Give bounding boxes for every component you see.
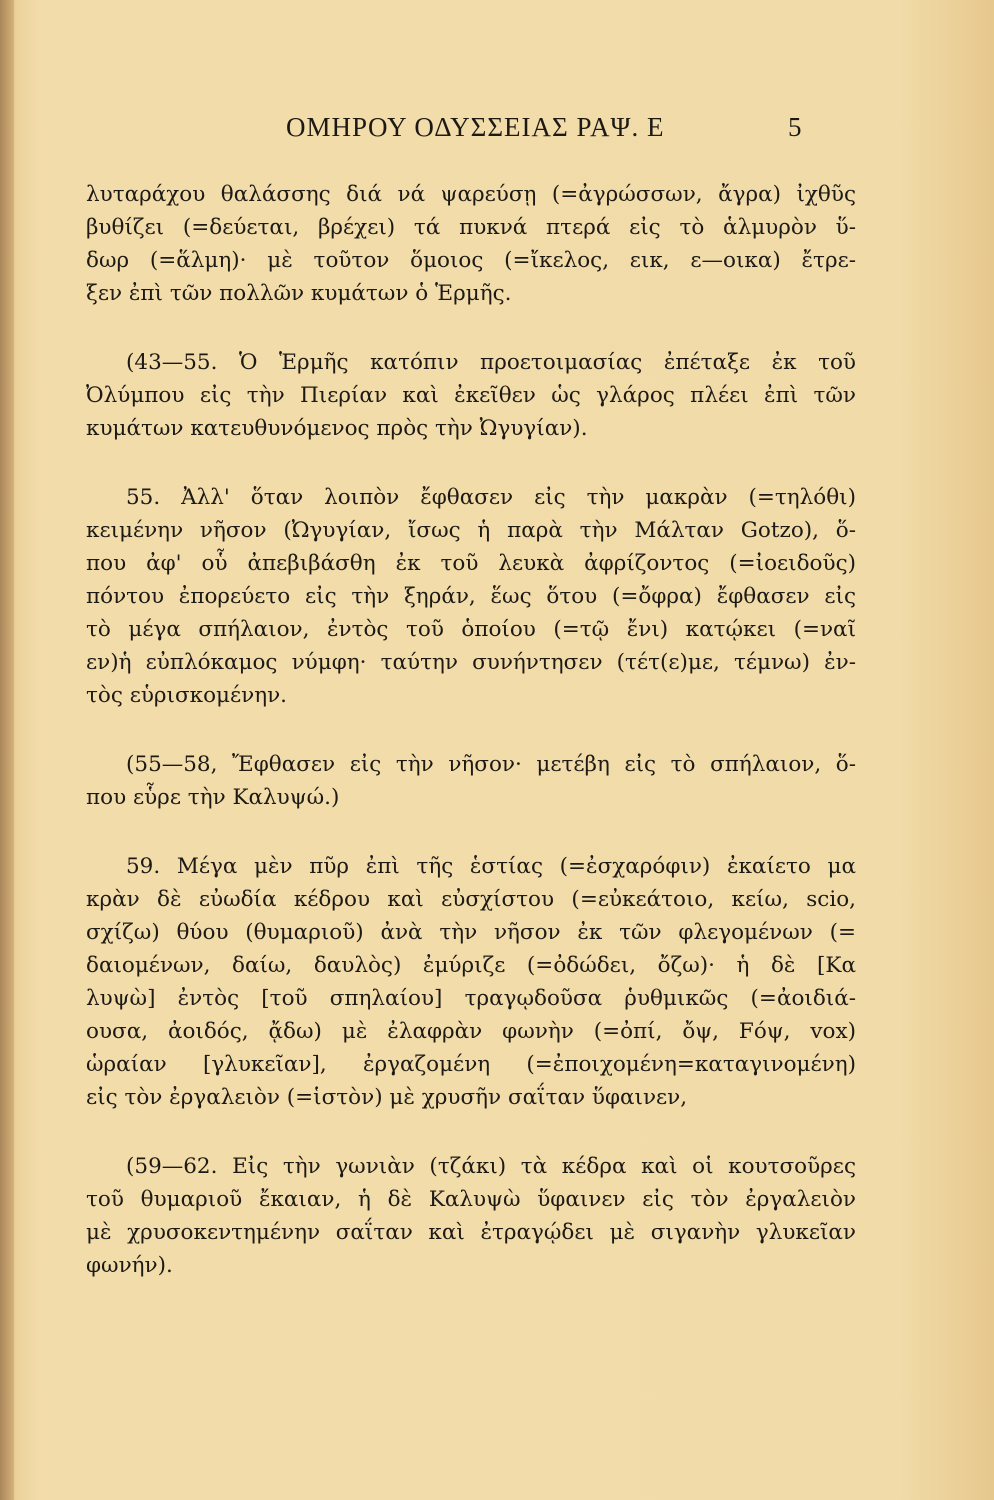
paragraph — [86, 346, 856, 445]
page-number: 5 — [788, 112, 802, 142]
text-line: εἰς τὸν ἐργαλειὸν (=ἱστὸν) μὲ χρυσῆν σαΐταν ὕφαινεν, — [86, 1085, 688, 1110]
text-line: (43—55. Ὁ Ἑρμῆς κατόπιν προετοιμασίας ἐπέταξε ἐκ τοῦ — [126, 350, 856, 375]
text-line: 59. Μέγα μὲν πῦρ ἐπὶ τῆς ἑστίας (=ἐσχαρόφιν) ἐκαίετο μα — [126, 854, 856, 879]
text-line: λυταράχου θαλάσσης διά νά ψαρεύσῃ (=ἀγρώσσων, ἄγρα) ἰχθῦς — [86, 182, 856, 207]
text-line: που εὗρε τὴν Καλυψώ.) — [86, 785, 340, 810]
text-line: τοῦ θυμαριοῦ ἔκαιαν, ἡ δὲ Καλυψὼ ὕφαινεν εἰς τὸν ἐργαλειὸν — [86, 1187, 856, 1212]
paragraph — [86, 1150, 856, 1282]
text-line: (55—58, Ἔφθασεν εἰς τὴν νῆσον· μετέβη εἰς τὸ σπήλαιον, ὅ- — [126, 752, 856, 777]
text-line: πόντου ἐπορεύετο εἰς τὴν ξηράν, ἕως ὅτου (=ὄφρα) ἔφθασεν εἰς — [86, 584, 856, 609]
text-line: κυμάτων κατευθυνόμενος πρὸς τὴν Ὠγυγίαν). — [86, 416, 588, 441]
text-line: σχίζω) θύου (θυμαριοῦ) ἀνὰ τὴν νῆσον ἐκ τῶν φλεγομένων (= — [86, 920, 856, 945]
text-line: βυθίζει (=δεύεται, βρέχει) τά πυκνά πτερά εἰς τὸ ἁλμυρὸν ὕ- — [86, 215, 856, 240]
text-line: ὡραίαν [γλυκεῖαν], ἐργαζομένη (=ἐποιχομένη=καταγινομένη) — [86, 1052, 856, 1077]
text-line: τὸς εὑρισκομένην. — [86, 683, 288, 708]
text-line: ουσα, ἀοιδός, ᾄδω) μὲ ἐλαφρὰν φωνὴν (=ὀπί, ὄψ, Fόψ, vox) — [86, 1019, 856, 1044]
text-line: που ἀφ' οὗ ἀπεβιβάσθη ἐκ τοῦ λευκὰ ἀφρίζοντος (=ἰοειδοῦς) — [86, 551, 856, 576]
paragraph — [86, 178, 856, 310]
text-line: μὲ χρυσοκεντημένην σαΐταν καὶ ἐτραγῴδει μὲ σιγανὴν γλυκεῖαν — [86, 1220, 856, 1245]
text-body — [86, 178, 856, 1282]
text-line: δωρ (=ἅλμη)· μὲ τοῦτον ὅμοιος (=ἴκελος, εικ, ε—οικα) ἔτρε- — [86, 248, 856, 273]
text-line: δαιομένων, δαίω, δαυλὸς) ἐμύριζε (=ὀδώδει, ὄζω)· ἡ δὲ [Κα — [86, 953, 856, 978]
paragraph — [86, 748, 856, 814]
text-line: Ὀλύμπου εἰς τὴν Πιερίαν καὶ ἐκεῖθεν ὡς γλάρος πλέει ἐπὶ τῶν — [86, 383, 856, 408]
header-title: ΟΜΗΡΟΥ ΟΔΥΣΣΕΙΑΣ ΡΑΨ. Ε — [286, 112, 665, 142]
running-header — [0, 112, 994, 162]
text-line: εν)ἡ εὐπλόκαμος νύμφη· ταύτην συνήντησεν (τέτ(ε)με, τέμνω) ἐν- — [86, 650, 856, 675]
binding-gutter — [0, 0, 14, 1500]
text-line: 55. Ἀλλ' ὅταν λοιπὸν ἔφθασεν εἰς τὴν μακρὰν (=τηλόθι) — [126, 485, 856, 510]
text-line: κρὰν δὲ εὐωδία κέδρου καὶ εὐσχίστου (=εὐκεάτοιο, κείω, scio, — [86, 887, 856, 912]
paragraph — [86, 481, 856, 712]
text-line: λυψὼ] ἐντὸς [τοῦ σπηλαίου] τραγῳδοῦσα ῥυθμικῶς (=ἀοιδιά- — [86, 986, 856, 1011]
paragraph — [86, 850, 856, 1114]
text-line: φωνήν). — [86, 1253, 173, 1278]
text-line: (59—62. Εἰς τὴν γωνιὰν (τζάκι) τὰ κέδρα καὶ οἱ κουτσοῦρες — [126, 1154, 856, 1179]
text-line: κειμένην νῆσον (Ὠγυγίαν, ἴσως ἡ παρὰ τὴν Μάλταν Gotzo), ὅ- — [86, 518, 856, 543]
text-line: τὸ μέγα σπήλαιον, ἐντὸς τοῦ ὁποίου (=τῷ ἔνι) κατῴκει (=ναῖ — [86, 617, 856, 642]
text-line: ξεν ἐπὶ τῶν πολλῶν κυμάτων ὁ Ἑρμῆς. — [86, 281, 512, 306]
